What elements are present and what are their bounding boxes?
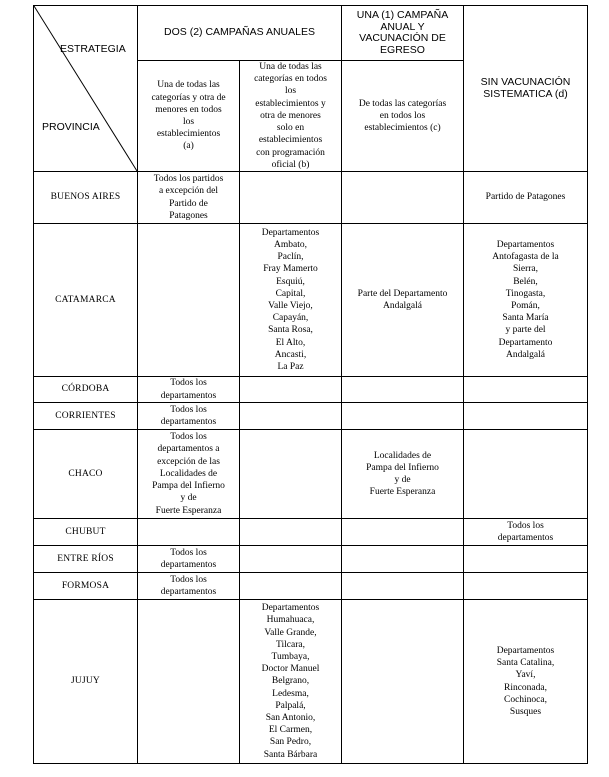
header-row-top: [34, 6, 588, 61]
province-name: JUJUY: [34, 600, 138, 764]
cell-a: Todos los departamentos: [138, 403, 240, 430]
header-two-campaigns: DOS (2) CAMPAÑAS ANUALES: [138, 6, 342, 61]
cell-c: [342, 546, 464, 573]
province-name: ENTRE RÍOS: [34, 546, 138, 573]
cell-d: [464, 377, 588, 403]
cell-c: [342, 377, 464, 403]
cell-d: Departamentos Antofagasta de la Sierra, Belén, Tinogasta, Pomán, Santa María y parte del Departamento Andalgalá: [464, 224, 588, 377]
table-row: [34, 546, 588, 573]
province-name: CHACO: [34, 430, 138, 519]
table-row: [34, 600, 588, 764]
cell-c: [342, 403, 464, 430]
cell-b: [240, 403, 342, 430]
cell-d: Departamentos Santa Catalina, Yaví, Rinconada, Cochinoca, Susques: [464, 600, 588, 764]
header-col-b: Una de todas las categorías en todos los establecimientos y otra de menores solo en establecimientos con programación oficial (b): [240, 61, 342, 172]
province-name: BUENOS AIRES: [34, 172, 138, 224]
cell-d: Partido de Patagones: [464, 172, 588, 224]
cell-c: [342, 172, 464, 224]
cell-b: [240, 430, 342, 519]
cell-d: [464, 403, 588, 430]
cell-c: Localidades de Pampa del Infierno y de Fuerte Esperanza: [342, 430, 464, 519]
header-col-c: De todas las categorías en todos los establecimientos (c): [342, 61, 464, 172]
cell-c: [342, 519, 464, 546]
cell-b: [240, 172, 342, 224]
cell-d: [464, 546, 588, 573]
province-label: PROVINCIA: [42, 121, 100, 133]
cell-c: [342, 600, 464, 764]
cell-a: Todos los partidos a excepción del Partido de Patagones: [138, 172, 240, 224]
province-name: CATAMARCA: [34, 224, 138, 377]
table-row: [34, 172, 588, 224]
cell-d: [464, 430, 588, 519]
cell-b: [240, 377, 342, 403]
province-name: FORMOSA: [34, 573, 138, 600]
header-diagonal-cell: [34, 6, 138, 172]
header-col-a: Una de todas las categorías y otra de menores en todos los establecimientos (a): [138, 61, 240, 172]
header-no-vaccination: SIN VACUNACIÓN SISTEMATICA (d): [464, 6, 588, 172]
table-row: [34, 430, 588, 519]
vaccination-strategy-table: [33, 5, 588, 764]
cell-b: [240, 546, 342, 573]
table-row: [34, 224, 588, 377]
province-name: CORRIENTES: [34, 403, 138, 430]
cell-b: [240, 519, 342, 546]
cell-a: Todos los departamentos: [138, 546, 240, 573]
cell-b: Departamentos Ambato, Paclín, Fray Mamerto Esquiú, Capital, Valle Viejo, Capayán, Santa Rosa, El Alto, Ancasti, La Paz: [240, 224, 342, 377]
province-name: CÓRDOBA: [34, 377, 138, 403]
strategy-label: ESTRATEGIA: [60, 43, 126, 55]
table-row: [34, 377, 588, 403]
province-name: CHUBUT: [34, 519, 138, 546]
cell-a: [138, 519, 240, 546]
header-one-campaign: UNA (1) CAMPAÑA ANUAL Y VACUNACIÓN DE EGRESO: [342, 6, 464, 61]
cell-a: [138, 600, 240, 764]
cell-c: Parte del Departamento Andalgalá: [342, 224, 464, 377]
cell-a: Todos los departamentos: [138, 573, 240, 600]
table-row: [34, 519, 588, 546]
table-row: [34, 403, 588, 430]
cell-d: Todos los departamentos: [464, 519, 588, 546]
table-row: [34, 573, 588, 600]
cell-c: [342, 573, 464, 600]
cell-a: Todos los departamentos a excepción de las Localidades de Pampa del Infierno y de Fuerte Esperanza: [138, 430, 240, 519]
cell-b: Departamentos Humahuaca, Valle Grande, Tilcara, Tumbaya, Doctor Manuel Belgrano, Ledesma, Palpalá, San Antonio, El Carmen, San Pedro, Santa Bárbara: [240, 600, 342, 764]
cell-a: [138, 224, 240, 377]
diagonal-line: [34, 6, 137, 171]
cell-b: [240, 573, 342, 600]
cell-a: Todos los departamentos: [138, 377, 240, 403]
cell-d: [464, 573, 588, 600]
